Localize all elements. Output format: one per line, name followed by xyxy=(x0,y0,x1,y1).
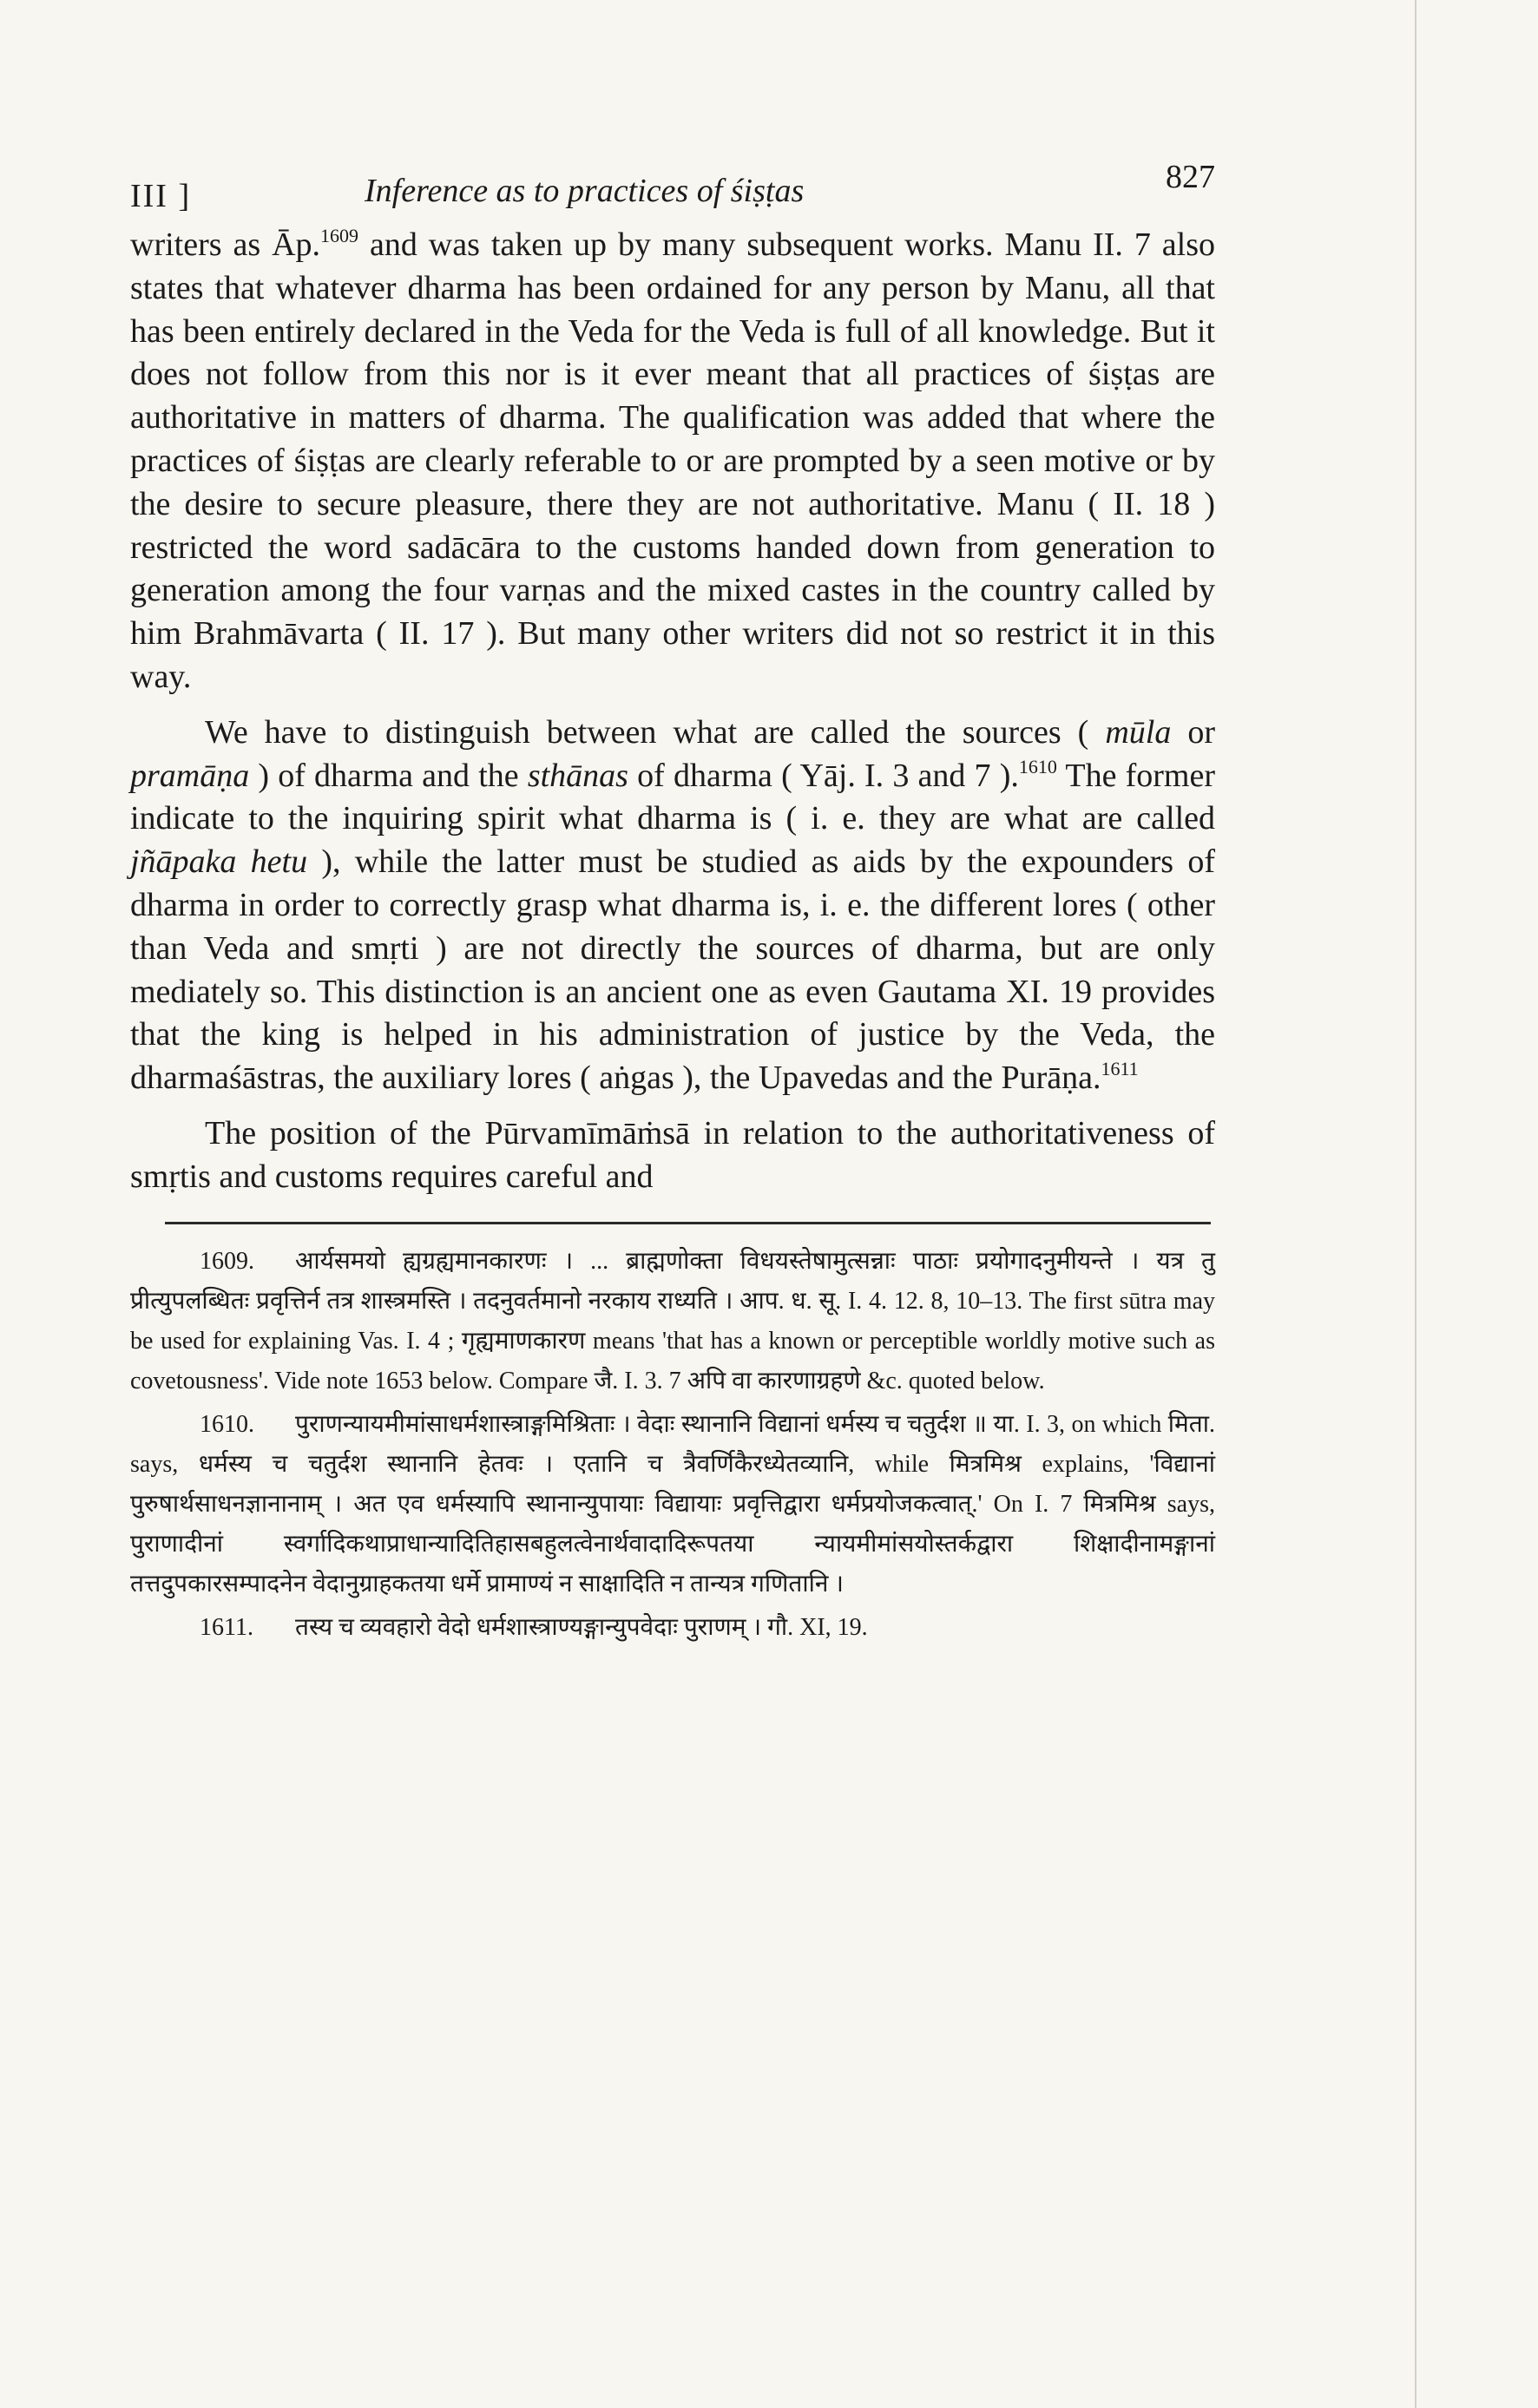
running-header xyxy=(130,156,1215,217)
italic-term: jñāpaka hetu xyxy=(130,843,308,881)
text-run: writers as Āp. xyxy=(130,226,321,263)
text-run: and was taken up by many subsequent works. Manu II. 7 also states that whatever dharma has been ordained for any person by Manu, all that has been entirely declared in the Veda for the Veda is full of all knowledge. But it does not follow from this nor is it ever meant that all practices of śiṣṭas are authoritative in matters of dharma. The qualification was added that where the practices of śiṣṭas are clearly referable to or are prompted by a seen motive or by the desire to secure pleasure, there they are not authoritative. Manu ( II. 18 ) restricted the word sadācāra to the customs handed down from generation to generation among the four varṇas and the mixed castes in the country called by him Brahmāvarta ( II. 17 ). But many other writers did not so restrict it in this way. xyxy=(130,226,1215,695)
chapter-marker: III ] xyxy=(130,178,192,214)
footnote-ref: 1611 xyxy=(1101,1058,1139,1080)
book-page xyxy=(130,156,1215,1651)
footnote-number: 1611. xyxy=(200,1613,253,1641)
footnote xyxy=(130,1405,1215,1604)
footnotes xyxy=(130,1242,1215,1648)
footnote xyxy=(130,1242,1215,1401)
footnote-separator xyxy=(165,1222,1211,1224)
paragraph xyxy=(130,712,1215,1100)
text-run: The position of the Pūrvamīmāṁsā in relation to the authoritativeness of smṛtis and customs requires careful and xyxy=(130,1114,1215,1195)
paragraph xyxy=(130,1112,1215,1199)
italic-term: sthānas xyxy=(527,757,628,794)
footnote-ref: 1609 xyxy=(320,225,359,246)
italic-term: mūla xyxy=(1105,713,1172,751)
body-text xyxy=(130,224,1215,1199)
footnote-number: 1610. xyxy=(200,1410,254,1438)
text-run: ), while the latter must be studied as aids by the expounders of dharma in order to correctly grasp what dharma is, i. e. the different lores ( other than Veda and smṛti ) are not directly the sources of dharma, but are only mediately so. This distinction is an ancient one as even Gautama XI. 19 provides that the king is helped in his administration of justice by the Veda, the dharmaśāstras, the auxiliary lores ( aṅgas ), the Upavedas and the Purāṇa. xyxy=(130,843,1215,1097)
running-title: Inference as to practices of śiṣṭas xyxy=(365,173,805,209)
footnote xyxy=(130,1608,1215,1648)
page-edge-line xyxy=(1415,0,1416,2408)
footnote-text: पुराणन्यायमीमांसाधर्मशास्त्राङ्गमिश्रिताः । वेदाः स्थानानि विद्यानां धर्मस्य च चतुर्दश ॥ या. I. 3, on which मिता. says, धर्मस्य च चतुर्दश स्थानानि हेतवः । एतानि च त्रैवर्णिकैरध्येतव्यानि, while मित्रमिश्र explains, 'विद्यानां पुरुषार्थसाधनज्ञानानाम् । अत एव धर्मस्यापि स्थानान्युपायाः विद्यायाः प्रवृत्तिद्वारा धर्मप्रयोजकत्वात्.' On I. 7 मित्रमिश्र says, पुराणादीनां स्वर्गादिकथाप्राधान्यादितिहासबहुलत्वेनार्थवादादिरूपतया न्यायमीमांसयोस्तर्कद्वारा शिक्षादीनामङ्गानां तत्तदुपकारसम्पादनेन वेदानुग्राहकतया धर्मे प्रामाण्यं न साक्षादिति न तान्यत्र गणितानि । xyxy=(130,1410,1215,1598)
italic-term: pramāṇa xyxy=(130,757,250,794)
footnote-text: आर्यसमयो ह्यग्रह्यमानकारणः । ... ब्राह्मणोक्ता विधयस्तेषामुत्सन्नाः पाठाः प्रयोगादनुमीयन्ते । यत्र तु प्रीत्युपलब्धितः प्रवृत्तिर्न तत्र शास्त्रमस्ति । तदनुवर्तमानो नरकाय राध्यति । आप. ध. सू. I. 4. 12. 8, 10–13. The first sūtra may be used for explaining Vas. I. 4 ; गृह्यमाणकारण means 'that has a known or perceptible worldly motive such as covetousness'. Vide note 1653 below. Compare जै. I. 3. 7 अपि वा कारणाग्रहणे &c. quoted below. xyxy=(130,1247,1215,1394)
footnote-number: 1609. xyxy=(200,1247,254,1275)
footnote-ref: 1610 xyxy=(1018,755,1057,778)
text-run: The former indicate to the inquiring spirit what dharma is ( i. e. they are what are called xyxy=(130,757,1216,837)
footnote-text: तस्य च व्यवहारो वेदो धर्मशास्त्राण्यङ्गान्युपवेदाः पुराणम् । गौ. XI, 19. xyxy=(295,1613,868,1641)
text-run: We have to distinguish between what are called the sources ( xyxy=(205,713,1106,751)
text-run: or xyxy=(1171,713,1215,751)
paragraph xyxy=(130,224,1215,699)
page-number: 827 xyxy=(1166,159,1215,195)
text-run: ) of dharma and the xyxy=(249,757,528,794)
text-run: of dharma ( Yāj. I. 3 and 7 ). xyxy=(628,757,1019,794)
